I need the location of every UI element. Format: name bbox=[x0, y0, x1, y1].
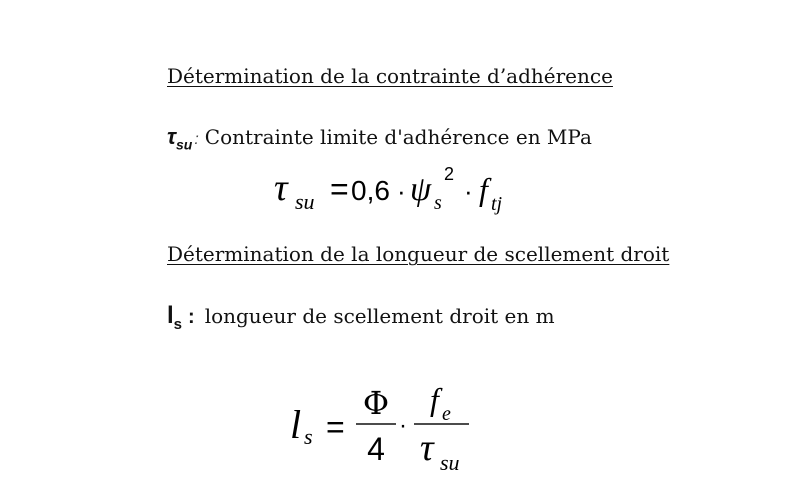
definition-separator: : bbox=[194, 131, 199, 148]
formula-fe-symbol: f bbox=[430, 381, 439, 417]
formula-ls bbox=[288, 378, 488, 478]
formula-psi-symbol: ψ bbox=[410, 171, 432, 208]
definition-text: longueur de scellement droit en m bbox=[204, 304, 555, 328]
formula-fe-subscript: e bbox=[442, 403, 451, 425]
formula-psi-subscript: s bbox=[434, 192, 442, 214]
formula-f-symbol: f bbox=[479, 171, 488, 207]
formula-f-subscript: tj bbox=[491, 193, 503, 215]
formula-tau-subscript: su bbox=[295, 189, 315, 214]
ls-symbol bbox=[167, 302, 183, 333]
formula-dot-2: · bbox=[464, 176, 473, 206]
ls-symbol-main: l bbox=[167, 302, 174, 329]
definition-text: Contrainte limite d'adhérence en MPa bbox=[204, 125, 592, 149]
formula-coefficient: 0,6 bbox=[351, 175, 390, 206]
ls-symbol-sub: s bbox=[173, 315, 183, 333]
formula-tau-denominator: τ bbox=[420, 427, 434, 469]
formula-equals: = bbox=[326, 409, 345, 445]
definition-separator: : bbox=[188, 306, 195, 328]
formula-ls-subscript: s bbox=[304, 424, 313, 449]
formula-equals: = bbox=[330, 171, 349, 207]
formula-dot: · bbox=[399, 412, 407, 439]
formula-psi-exponent: 2 bbox=[444, 164, 455, 184]
tau-su-symbol bbox=[167, 124, 193, 153]
definition-ls bbox=[167, 302, 555, 333]
formula-four-denominator: 4 bbox=[367, 431, 385, 467]
section-heading-adherence: Détermination de la contrainte d’adhérence bbox=[167, 64, 613, 88]
formula-tau-su bbox=[268, 164, 528, 222]
formula-phi-numerator: Φ bbox=[362, 384, 390, 422]
section-heading-scellement: Détermination de la longueur de scellement droit bbox=[167, 242, 670, 266]
formula-tau-symbol: τ bbox=[274, 167, 288, 209]
tau-symbol-main: τ bbox=[167, 124, 176, 149]
formula-dot-1: · bbox=[397, 176, 406, 206]
formula-tau-denominator-subscript: su bbox=[440, 450, 460, 475]
definition-tau-su bbox=[167, 124, 592, 152]
tau-symbol-sub: su bbox=[176, 136, 193, 153]
formula-ls-symbol: l bbox=[290, 402, 302, 447]
